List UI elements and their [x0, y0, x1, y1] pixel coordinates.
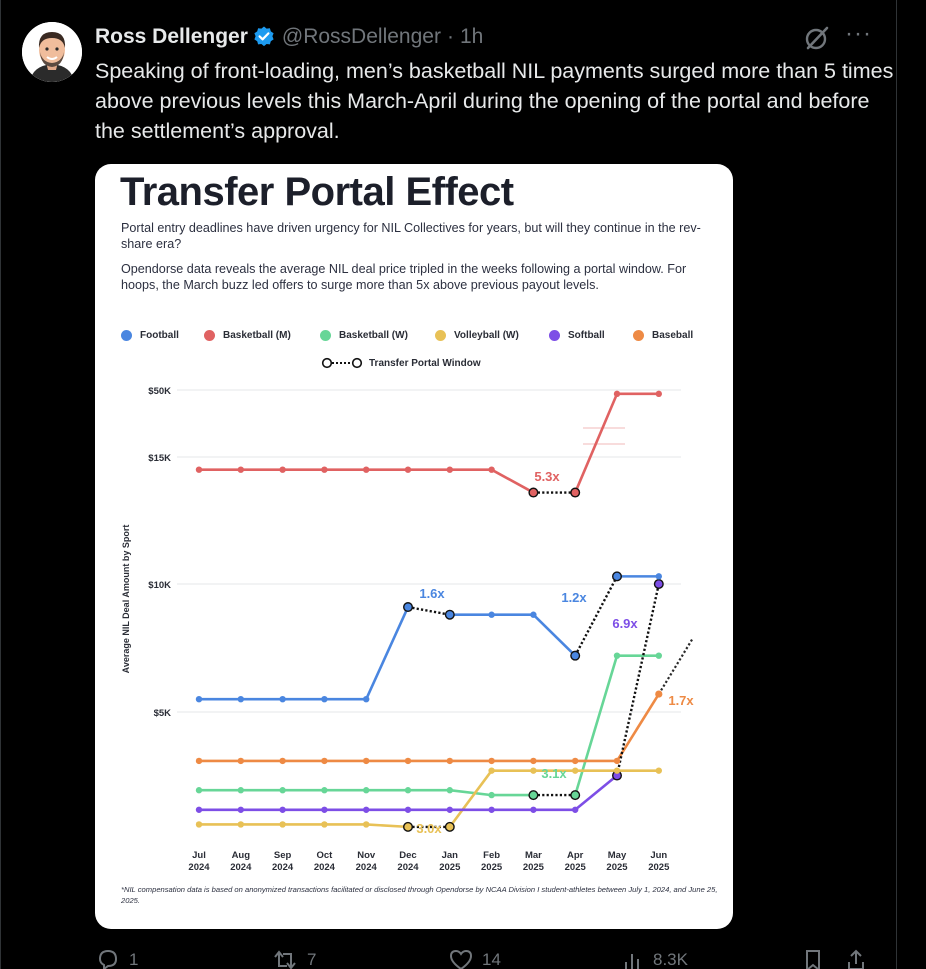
x-tick-month: Feb	[483, 850, 501, 861]
data-point	[196, 467, 202, 473]
multiplier-annotation: 1.6x	[419, 586, 445, 601]
data-point	[279, 467, 285, 473]
tweet-text: Speaking of front-loading, men’s basketball NIL payments surged more than 5 times above previous levels this March-April during the opening of the portal and before the settlement’s approval.	[95, 59, 894, 143]
multiplier-annotation: 3.0x	[416, 821, 442, 836]
data-point	[488, 807, 494, 813]
more-options-icon[interactable]: ···	[845, 20, 872, 47]
reply-count: 1	[129, 950, 139, 969]
data-point	[321, 758, 327, 764]
data-point	[572, 807, 578, 813]
data-point	[447, 807, 453, 813]
reply-icon	[95, 948, 121, 969]
y-tick-label: $10K	[148, 580, 171, 591]
data-point	[447, 758, 453, 764]
data-point	[196, 787, 202, 793]
verified-badge-icon[interactable]	[252, 25, 276, 49]
x-tick-year: 2024	[230, 862, 252, 873]
x-tick-month: Nov	[357, 850, 376, 861]
portal-data-point	[613, 572, 622, 581]
x-tick-year: 2025	[606, 862, 628, 873]
reply-button[interactable]	[95, 948, 138, 969]
legend-label: Football	[140, 330, 179, 341]
portal-window-label: Transfer Portal Window	[369, 357, 481, 369]
x-tick-month: Jan	[441, 850, 458, 861]
views-button[interactable]	[623, 948, 688, 969]
portal-data-point	[529, 791, 538, 800]
data-point	[488, 767, 494, 773]
legend-label: Softball	[568, 330, 605, 341]
data-point	[321, 696, 327, 702]
x-tick-month: Sep	[273, 850, 292, 861]
x-tick-month: Aug	[231, 850, 251, 861]
data-point	[321, 467, 327, 473]
multiplier-annotation: 6.9x	[612, 616, 638, 631]
tweet-action-bar	[95, 948, 885, 969]
data-point	[321, 821, 327, 827]
multiplier-annotation: 5.3x	[534, 469, 560, 484]
retweet-icon	[271, 948, 299, 969]
series-line-segment	[533, 615, 575, 656]
data-point	[656, 573, 662, 579]
x-tick-year: 2025	[481, 862, 503, 873]
y-tick-label: $50K	[148, 386, 171, 397]
data-point	[405, 787, 411, 793]
data-point	[488, 612, 494, 618]
series-line-segment	[575, 656, 617, 795]
data-point	[321, 787, 327, 793]
x-tick-year: 2024	[188, 862, 210, 873]
x-tick-month: Mar	[524, 850, 542, 861]
x-tick-month: Dec	[399, 850, 417, 861]
x-tick-month: Apr	[567, 850, 584, 861]
x-tick-year: 2025	[439, 862, 461, 873]
x-tick-year: 2024	[355, 862, 377, 873]
x-tick-year: 2024	[272, 862, 294, 873]
data-point	[279, 821, 285, 827]
portal-data-point	[404, 603, 413, 612]
data-point	[447, 467, 453, 473]
portal-data-point	[446, 610, 455, 619]
data-point	[614, 767, 620, 773]
avatar[interactable]	[22, 22, 82, 82]
data-point	[614, 652, 620, 658]
y-axis-title: Average NIL Deal Amount by Sport	[121, 524, 131, 674]
data-point	[405, 807, 411, 813]
data-point	[530, 767, 536, 773]
portal-data-point	[571, 791, 580, 800]
data-point	[279, 696, 285, 702]
multiplier-annotation: 3.1x	[541, 766, 567, 781]
baseball-portal-extension	[659, 638, 693, 694]
infographic-intro: Portal entry deadlines have driven urgency for NIL Collectives for years, but will they continue in the rev-share era?	[121, 221, 701, 251]
data-point	[238, 696, 244, 702]
series-line-segment	[575, 394, 617, 493]
x-tick-month: Jun	[650, 850, 668, 861]
timeline-border-left	[0, 0, 1, 969]
x-tick-month: Jul	[192, 850, 206, 861]
data-point	[447, 787, 453, 793]
legend-label: Basketball (W)	[339, 330, 408, 341]
data-point	[530, 612, 536, 618]
series-line-segment	[366, 607, 408, 699]
data-point	[363, 807, 369, 813]
portal-window-segment	[617, 584, 659, 776]
data-point	[238, 807, 244, 813]
series-line-segment	[366, 824, 408, 826]
series-line-segment	[450, 790, 492, 795]
data-point	[488, 758, 494, 764]
infographic-title: Transfer Portal Effect	[120, 170, 514, 214]
data-point	[405, 467, 411, 473]
data-point	[656, 652, 662, 658]
x-tick-year: 2024	[313, 862, 335, 873]
x-tick-year: 2025	[564, 862, 586, 873]
x-tick-year: 2025	[648, 862, 670, 873]
series-line-segment	[450, 771, 492, 827]
tweet-header	[95, 24, 483, 50]
data-point	[279, 758, 285, 764]
data-point	[363, 467, 369, 473]
portal-data-point	[655, 580, 664, 589]
data-point	[614, 391, 620, 397]
data-point	[363, 696, 369, 702]
views-count: 8.3K	[653, 950, 688, 969]
data-point	[363, 787, 369, 793]
multiplier-annotation: 1.2x	[561, 590, 587, 605]
views-icon	[623, 948, 645, 969]
data-point	[572, 767, 578, 773]
data-point	[530, 758, 536, 764]
portal-data-point	[404, 823, 413, 832]
data-point	[614, 758, 620, 764]
data-point	[363, 821, 369, 827]
infographic-footnote: *NIL compensation data is based on anonymized transactions facilitated or disclosed through Opendorse by NCAA Division I student-athletes between July 1, 2024, and June 25, 2025.	[121, 885, 718, 905]
repost-button[interactable]	[271, 948, 316, 969]
legend-label: Basketball (M)	[223, 330, 291, 341]
data-point	[321, 807, 327, 813]
data-point	[405, 758, 411, 764]
portal-window-segment	[575, 576, 617, 655]
header-separator: ·	[446, 25, 454, 48]
x-tick-year: 2024	[397, 862, 419, 873]
x-tick-month: Oct	[316, 850, 333, 861]
bookmark-icon	[802, 948, 824, 969]
series-line-segment	[492, 470, 534, 493]
data-point	[530, 807, 536, 813]
avatar-illustration	[22, 22, 82, 82]
author-name[interactable]: Ross Dellenger	[95, 25, 248, 48]
grok-icon[interactable]	[803, 24, 831, 52]
data-point	[279, 787, 285, 793]
share-button[interactable]	[845, 948, 875, 969]
author-handle[interactable]: @RossDellenger	[281, 25, 441, 48]
data-point	[238, 467, 244, 473]
nil-line-chart	[95, 164, 733, 929]
portal-data-point	[529, 488, 538, 497]
y-tick-label: $15K	[148, 453, 171, 464]
portal-data-point	[571, 651, 580, 660]
data-point	[238, 758, 244, 764]
repost-count: 7	[307, 950, 317, 969]
data-point	[656, 691, 662, 697]
multiplier-annotation: 1.7x	[668, 693, 694, 708]
portal-data-point	[571, 488, 580, 497]
legend-label: Volleyball (W)	[454, 330, 519, 341]
data-point	[238, 787, 244, 793]
like-count: 14	[482, 950, 501, 969]
x-tick-month: May	[607, 850, 627, 861]
data-point	[363, 758, 369, 764]
data-point	[656, 391, 662, 397]
data-point	[196, 696, 202, 702]
share-icon	[845, 948, 867, 969]
y-tick-label: $5K	[153, 708, 171, 719]
series-line-segment	[575, 776, 617, 810]
portal-window-segment	[408, 607, 450, 615]
data-point	[656, 767, 662, 773]
tweet-timestamp[interactable]: 1h	[459, 25, 484, 48]
infographic-card[interactable]	[95, 164, 733, 929]
timeline-border-right	[896, 0, 897, 969]
data-point	[196, 807, 202, 813]
data-point	[488, 792, 494, 798]
series-line-segment	[617, 694, 659, 761]
portal-data-point	[446, 823, 455, 832]
data-point	[572, 758, 578, 764]
infographic-description: Opendorse data reveals the average NIL deal price tripled in the weeks following a portal window. For hoops, the March buzz led offers to surge more than 5x above previous payout levels.	[121, 262, 687, 292]
legend-label: Baseball	[652, 330, 694, 341]
like-button[interactable]	[448, 948, 501, 969]
data-point	[488, 467, 494, 473]
x-tick-year: 2025	[522, 862, 544, 873]
data-point	[238, 821, 244, 827]
data-point	[279, 807, 285, 813]
data-point	[196, 758, 202, 764]
data-point	[196, 821, 202, 827]
like-icon	[448, 948, 474, 969]
bookmark-button[interactable]	[802, 948, 832, 969]
